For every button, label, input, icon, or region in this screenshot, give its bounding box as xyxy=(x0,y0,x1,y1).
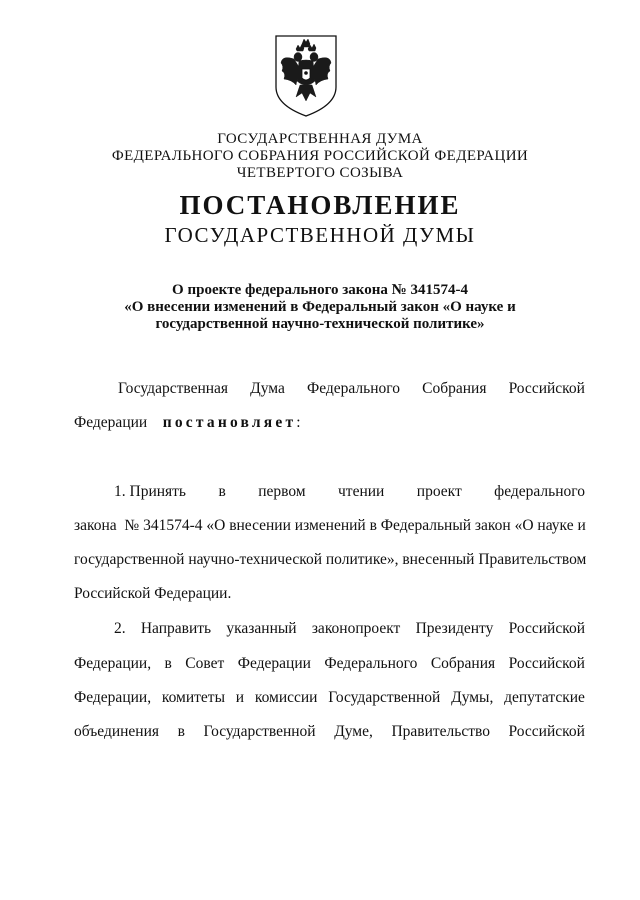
item-2-word: Направить xyxy=(140,620,212,637)
item-2-word: законопроект xyxy=(311,620,401,637)
item-2-word: Президенту xyxy=(415,620,494,637)
item-2-word: указанный xyxy=(226,620,297,637)
item-2-word: Российской xyxy=(508,723,585,740)
preamble-line-1 xyxy=(118,380,585,398)
item-2-word: Российской xyxy=(508,655,585,672)
preamble-word: Дума xyxy=(250,380,285,397)
issuer-header-line-2: ФЕДЕРАЛЬНОГО СОБРАНИЯ РОССИЙСКОЙ ФЕДЕРАЦИИ xyxy=(111,148,529,164)
preamble-colon: : xyxy=(296,414,301,431)
item-2-word: Государственной xyxy=(328,689,441,706)
item-2-word: комитеты xyxy=(161,689,225,706)
item-1-word: чтении xyxy=(338,483,385,500)
item-2-word: в xyxy=(164,655,172,672)
item-2-word: Думе, xyxy=(334,723,373,740)
item-2-word: депутатские xyxy=(504,689,585,706)
item-2-word: и xyxy=(235,689,245,706)
item-2-word: объединения xyxy=(74,723,160,740)
convocation-line: ЧЕТВЕРТОГО СОЗЫВА xyxy=(236,165,404,181)
item-1-word: федерального xyxy=(494,483,585,500)
item-1-word: в xyxy=(218,483,226,500)
item-2-word: Федерации xyxy=(237,655,311,672)
item-2-word: Совет xyxy=(185,655,225,672)
document-type-title: ПОСТАНОВЛЕНИЕ xyxy=(179,190,461,220)
item-2-word: Федерации, xyxy=(74,689,152,706)
item-2-word: Государственной xyxy=(203,723,316,740)
subject-line-3: государственной научно-технической политике» xyxy=(155,316,485,332)
item-2-line-4 xyxy=(74,723,585,741)
subject-line-1: О проекте федерального закона № 341574-4 xyxy=(172,282,468,298)
preamble-word: Государственная xyxy=(118,380,229,397)
item-2-line-2 xyxy=(74,655,585,673)
item-2-word: комиссии xyxy=(254,689,318,706)
preamble-word: Российской xyxy=(508,380,585,397)
item-1-line-2: закона № 341574-4 «О внесении изменений в Федеральный закон «О науке и xyxy=(74,517,586,534)
item-1-word: первом xyxy=(258,483,306,500)
preamble-word: Федерального xyxy=(306,380,401,397)
item-2-word: Правительство xyxy=(391,723,490,740)
item-2-word: Федерации, xyxy=(74,655,152,672)
item-2-word: Собрания xyxy=(430,655,496,672)
subject-line-2: «О внесении изменений в Федеральный закон «О науке и xyxy=(124,299,516,315)
preamble-line-2 xyxy=(74,414,301,432)
preamble-word: Собрания xyxy=(422,380,487,397)
preamble-prefix: Федерации xyxy=(74,414,148,431)
item-1-line-3: государственной научно-технической политике», внесенный Правительством xyxy=(74,551,587,568)
item-2-word: Российской xyxy=(508,620,585,637)
item-2-word: Федерального xyxy=(324,655,418,672)
item-1-line-4: Российской Федерации. xyxy=(74,585,232,602)
item-2-word: 2. xyxy=(114,620,126,637)
item-1-line-1 xyxy=(114,483,585,501)
item-2-word: в xyxy=(177,723,185,740)
resolution-verb: постановляет xyxy=(162,414,297,431)
document-issuer-title: ГОСУДАРСТВЕННОЙ ДУМЫ xyxy=(164,223,476,247)
item-1-word: проект xyxy=(416,483,462,500)
item-2-line-3 xyxy=(74,689,585,707)
russian-coat-of-arms-icon xyxy=(272,33,340,119)
item-1-word: 1. Принять xyxy=(114,483,187,500)
item-2-line-1 xyxy=(114,620,585,638)
item-2-word: Думы, xyxy=(451,689,494,706)
issuer-header-line-1: ГОСУДАРСТВЕННАЯ ДУМА xyxy=(217,131,423,147)
